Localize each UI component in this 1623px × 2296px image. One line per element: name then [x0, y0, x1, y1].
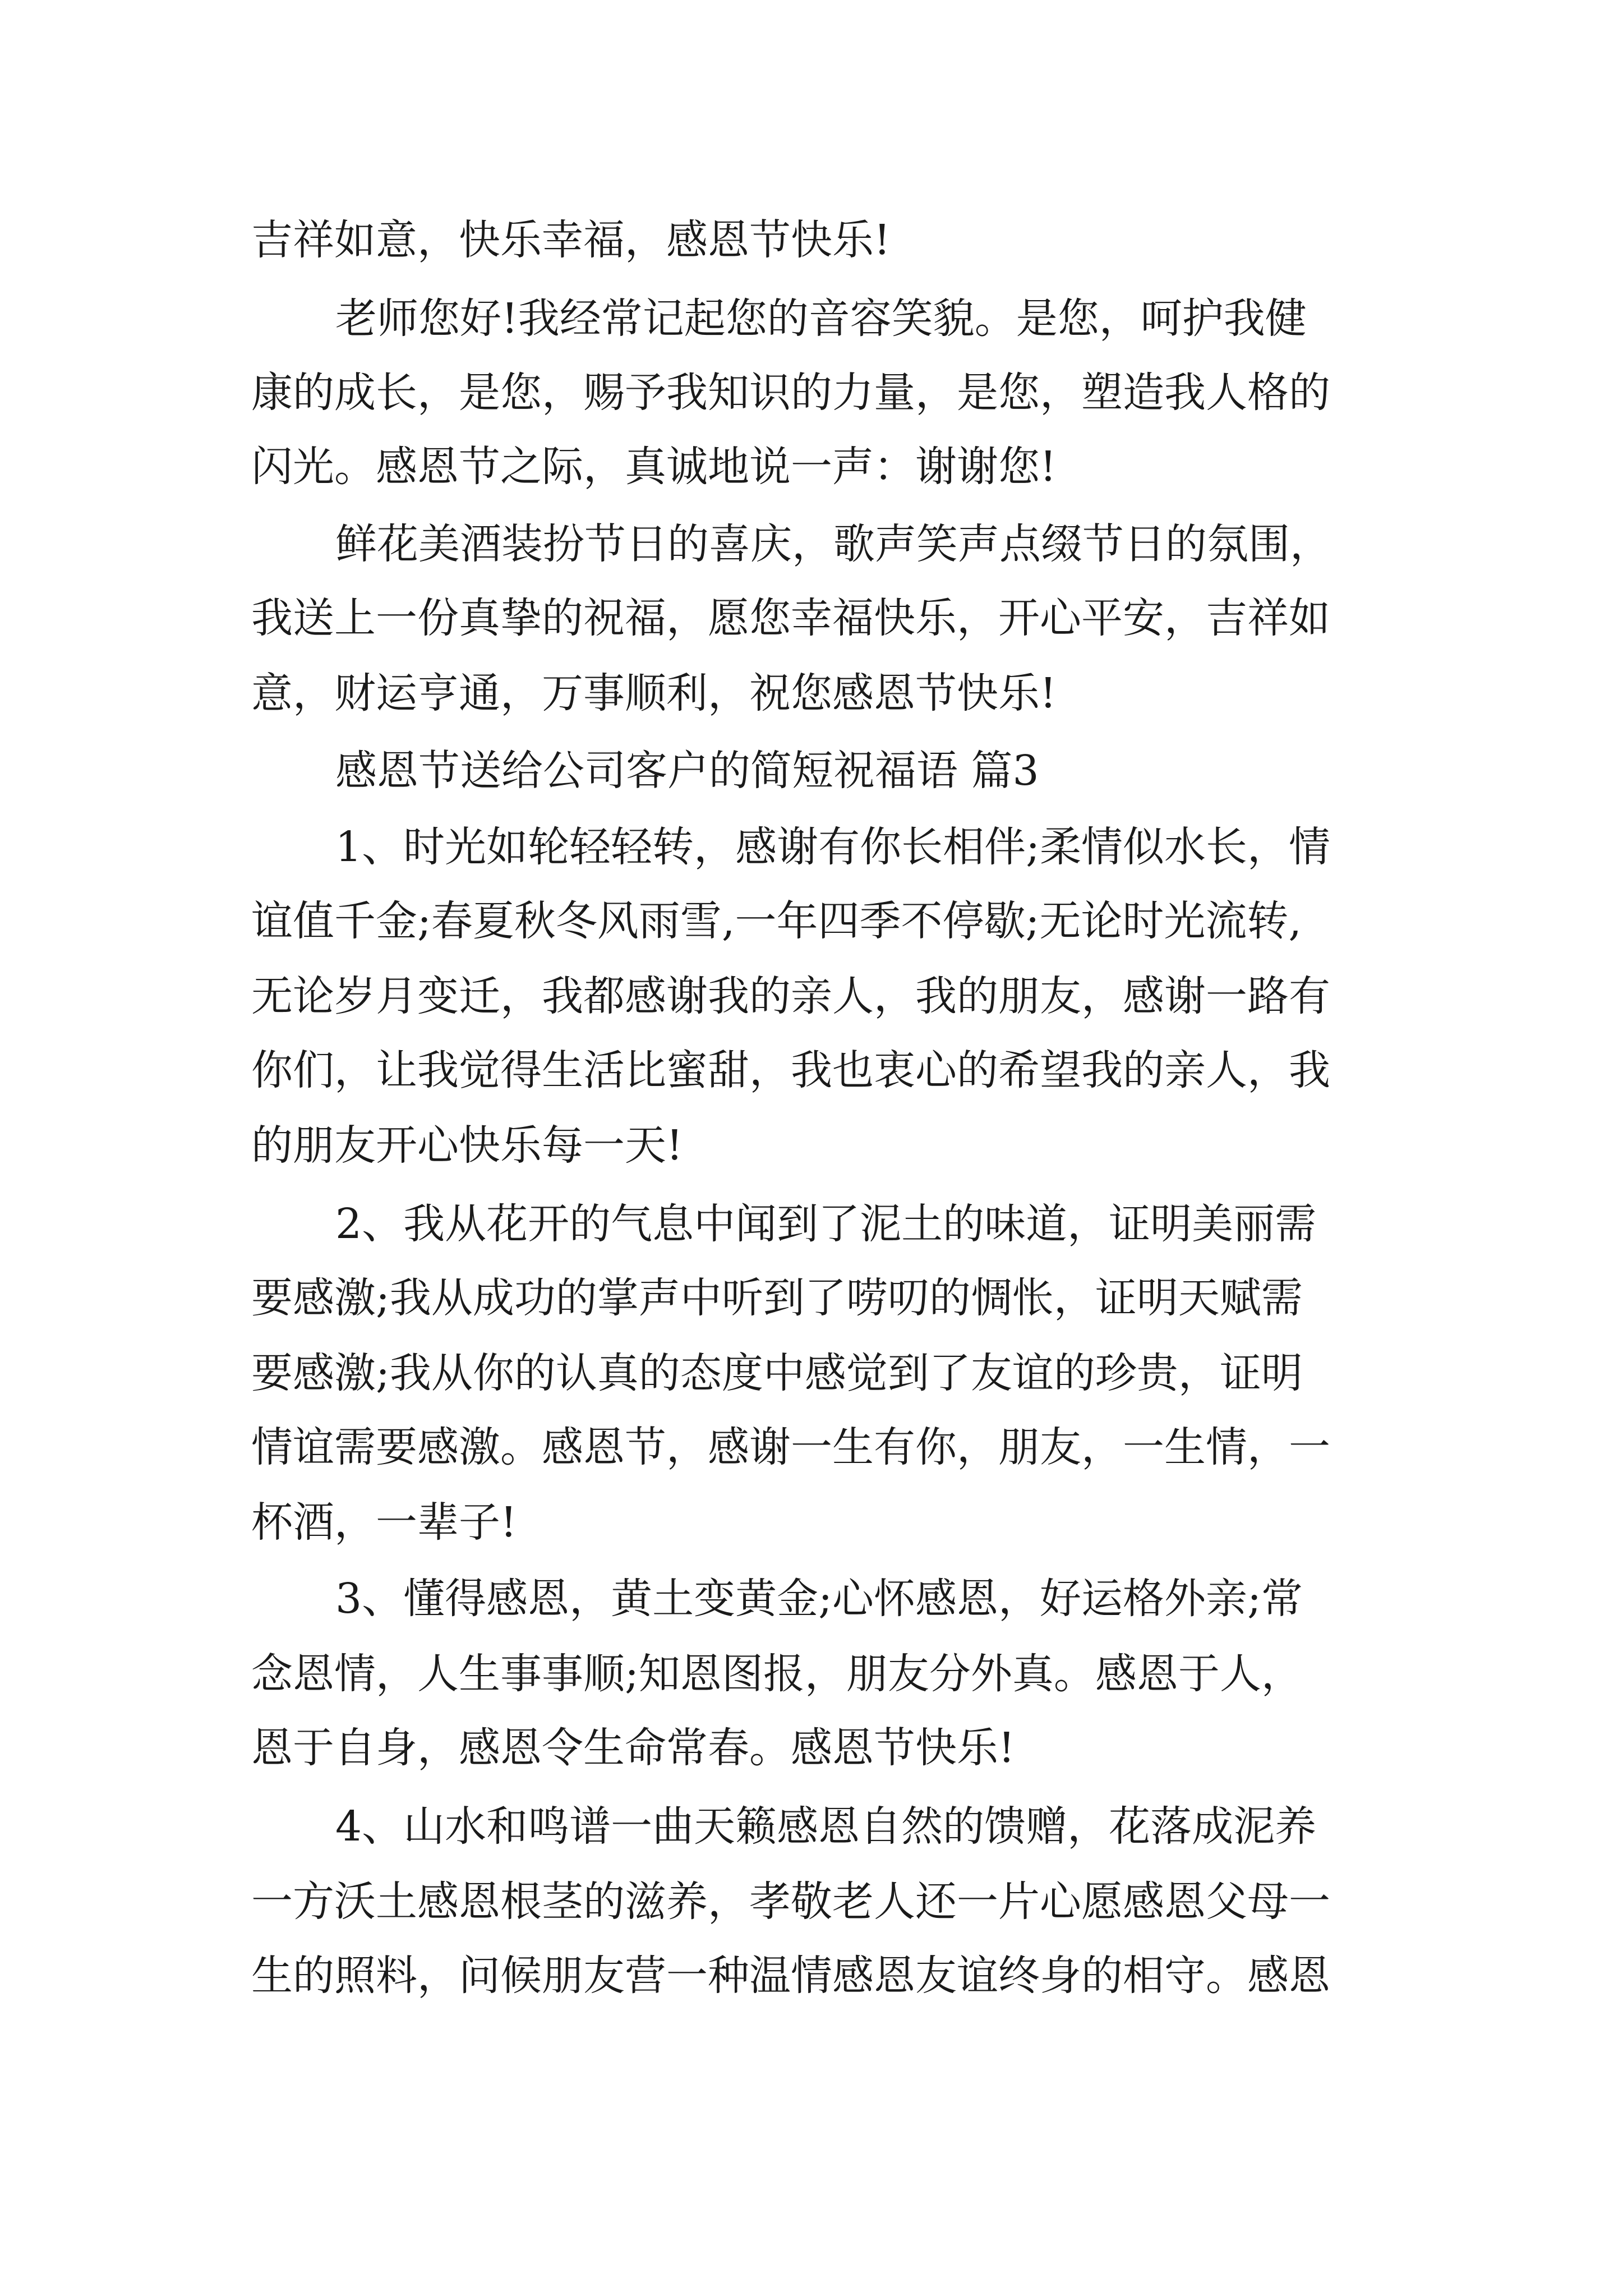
text-line: 意，财运亨通，万事顺利，祝您感恩节快乐! — [251, 669, 1057, 717]
text-line: 生的照料，问候朋友营一种温情感恩友谊终身的相守。感恩 — [251, 1952, 1330, 2000]
text-line: 闪光。感恩节之际，真诚地说一声：谢谢您! — [251, 443, 1057, 491]
text-line: 一方沃土感恩根茎的滋养，孝敬老人还一片心愿感恩父母一 — [251, 1878, 1330, 1926]
text-line: 3、懂得感恩，黄土变黄金;心怀感恩，好运格外亲;常 — [335, 1575, 1303, 1623]
text-line: 谊值千金;春夏秋冬风雨雪,一年四季不停歇;无论时光流转, — [251, 897, 1302, 945]
text-line: 鲜花美酒装扮节日的喜庆，歌声笑声点缀节日的氛围， — [335, 520, 1331, 568]
text-line: 4、山水和鸣谱一曲天籁感恩自然的馈赠，花落成泥养 — [335, 1802, 1317, 1851]
text-line: 我送上一份真挚的祝福，愿您幸福快乐，开心平安，吉祥如 — [251, 594, 1330, 642]
text-line: 念恩情，人生事事顺;知恩图报，朋友分外真。感恩于人， — [251, 1650, 1303, 1698]
text-line: 1、时光如轮轻轻转，感谢有你长相伴;柔情似水长，情 — [335, 823, 1331, 871]
text-line: 恩于自身，感恩令生命常春。感恩节快乐! — [251, 1724, 1015, 1772]
text-line: 情谊需要感激。感恩节，感谢一生有你，朋友，一生情，一 — [251, 1423, 1330, 1471]
text-line: 要感激;我从成功的掌声中听到了唠叨的惆怅，证明天赋需 — [251, 1274, 1303, 1322]
section-heading: 感恩节送给公司客户的简短祝福语 篇3 — [335, 747, 1039, 795]
text-line: 杯酒，一辈子! — [251, 1498, 517, 1547]
text-line: 要感激;我从你的认真的态度中感觉到了友谊的珍贵，证明 — [251, 1349, 1303, 1397]
text-line: 无论岁月变迁，我都感谢我的亲人，我的朋友，感谢一路有 — [251, 972, 1330, 1020]
text-line: 你们，让我觉得生活比蜜甜，我也衷心的希望我的亲人，我 — [251, 1046, 1330, 1094]
text-line: 的朋友开心快乐每一天! — [251, 1121, 683, 1170]
text-line: 2、我从花开的气息中闻到了泥土的味道，证明美丽需 — [335, 1200, 1317, 1248]
text-line: 康的成长，是您，赐予我知识的力量，是您，塑造我人格的 — [251, 369, 1330, 417]
text-line: 吉祥如意，快乐幸福，感恩节快乐! — [251, 216, 891, 264]
text-line: 老师您好!我经常记起您的音容笑貌。是您，呵护我健 — [335, 295, 1307, 343]
